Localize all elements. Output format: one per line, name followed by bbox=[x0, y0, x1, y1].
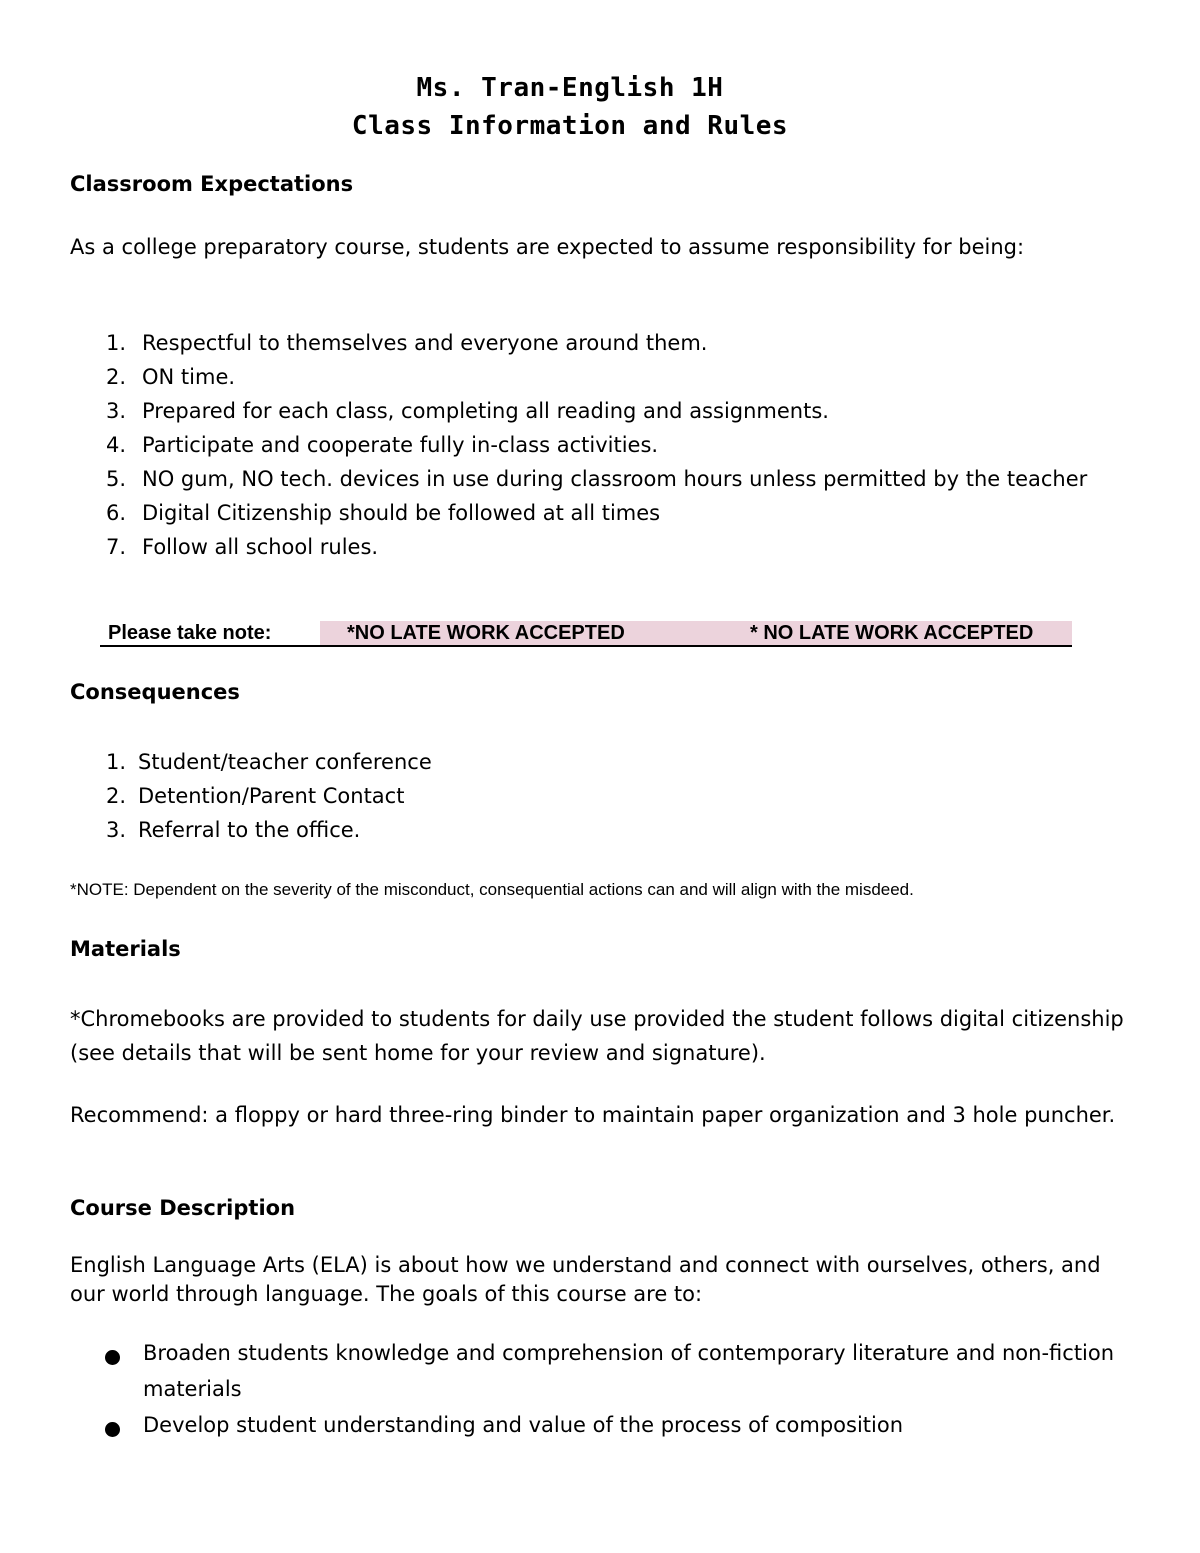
bullet-icon bbox=[105, 1350, 120, 1365]
list-item-text: Digital Citizenship should be followed at all times bbox=[142, 501, 661, 525]
list-item bbox=[106, 360, 1126, 394]
list-number: 1. bbox=[106, 750, 127, 774]
banner-text-a: *NO LATE WORK ACCEPTED bbox=[347, 622, 625, 644]
expectations-list bbox=[106, 326, 1126, 564]
list-item-text: Prepared for each class, completing all reading and assignments. bbox=[142, 399, 829, 423]
banner-label: Please take note: bbox=[100, 621, 320, 645]
list-item bbox=[106, 813, 1106, 847]
list-number: 3. bbox=[106, 399, 127, 423]
list-item bbox=[106, 462, 1126, 496]
consequences-heading: Consequences bbox=[70, 680, 240, 704]
late-work-banner bbox=[100, 621, 1072, 647]
list-item bbox=[106, 745, 1106, 779]
list-number: 2. bbox=[106, 365, 127, 389]
materials-chromebooks: *Chromebooks are provided to students for daily use provided the student follows digital citizenship (see details that will be sent home for your review and signature). bbox=[70, 1007, 1124, 1065]
list-item bbox=[106, 428, 1126, 462]
list-item-text: Follow all school rules. bbox=[142, 535, 379, 559]
list-item-text: Respectful to themselves and everyone around them. bbox=[142, 331, 708, 355]
list-item bbox=[106, 496, 1126, 530]
list-item bbox=[106, 530, 1126, 564]
list-item bbox=[103, 1407, 1143, 1443]
list-item-text: Develop student understanding and value of the process of composition bbox=[143, 1413, 904, 1437]
list-number: 2. bbox=[106, 784, 127, 808]
course-heading: Course Description bbox=[70, 1196, 296, 1220]
list-item-text: Broaden students knowledge and comprehension of contemporary literature and non-fiction materials bbox=[143, 1341, 1115, 1401]
list-item-text: Referral to the office. bbox=[138, 818, 361, 842]
list-number: 4. bbox=[106, 433, 127, 457]
list-item-text: Detention/Parent Contact bbox=[138, 784, 405, 808]
banner-text-b: * NO LATE WORK ACCEPTED bbox=[750, 622, 1034, 644]
document-title: Ms. Tran-English 1H bbox=[416, 73, 724, 103]
list-item bbox=[106, 394, 1126, 428]
list-item-text: ON time. bbox=[142, 365, 236, 389]
consequences-list bbox=[106, 745, 1106, 847]
list-number: 1. bbox=[106, 331, 127, 355]
document-subtitle: Class Information and Rules bbox=[351, 111, 789, 141]
list-item bbox=[106, 779, 1106, 813]
list-item-text: Participate and cooperate fully in-class activities. bbox=[142, 433, 659, 457]
list-item bbox=[103, 1335, 1143, 1407]
bullet-icon bbox=[105, 1422, 120, 1437]
expectations-intro: As a college preparatory course, students are expected to assume responsibility for being: bbox=[70, 235, 1025, 259]
course-intro: English Language Arts (ELA) is about how we understand and connect with ourselves, others, and our world through language. The goals of this course are to: bbox=[70, 1253, 1101, 1306]
list-number: 6. bbox=[106, 501, 127, 525]
materials-heading: Materials bbox=[70, 937, 181, 961]
list-item bbox=[106, 326, 1126, 360]
list-item-text: Student/teacher conference bbox=[138, 750, 432, 774]
course-goals-list bbox=[103, 1335, 1143, 1443]
consequences-note: *NOTE: Dependent on the severity of the misconduct, consequential actions can and will align with the misdeed. bbox=[70, 880, 914, 899]
list-item-text: NO gum, NO tech. devices in use during classroom hours unless permitted by the teacher bbox=[142, 467, 1088, 491]
expectations-heading: Classroom Expectations bbox=[70, 172, 354, 196]
list-number: 7. bbox=[106, 535, 127, 559]
list-number: 5. bbox=[106, 467, 127, 491]
list-number: 3. bbox=[106, 818, 127, 842]
materials-recommend: Recommend: a floppy or hard three-ring binder to maintain paper organization and 3 hole puncher. bbox=[70, 1103, 1116, 1127]
